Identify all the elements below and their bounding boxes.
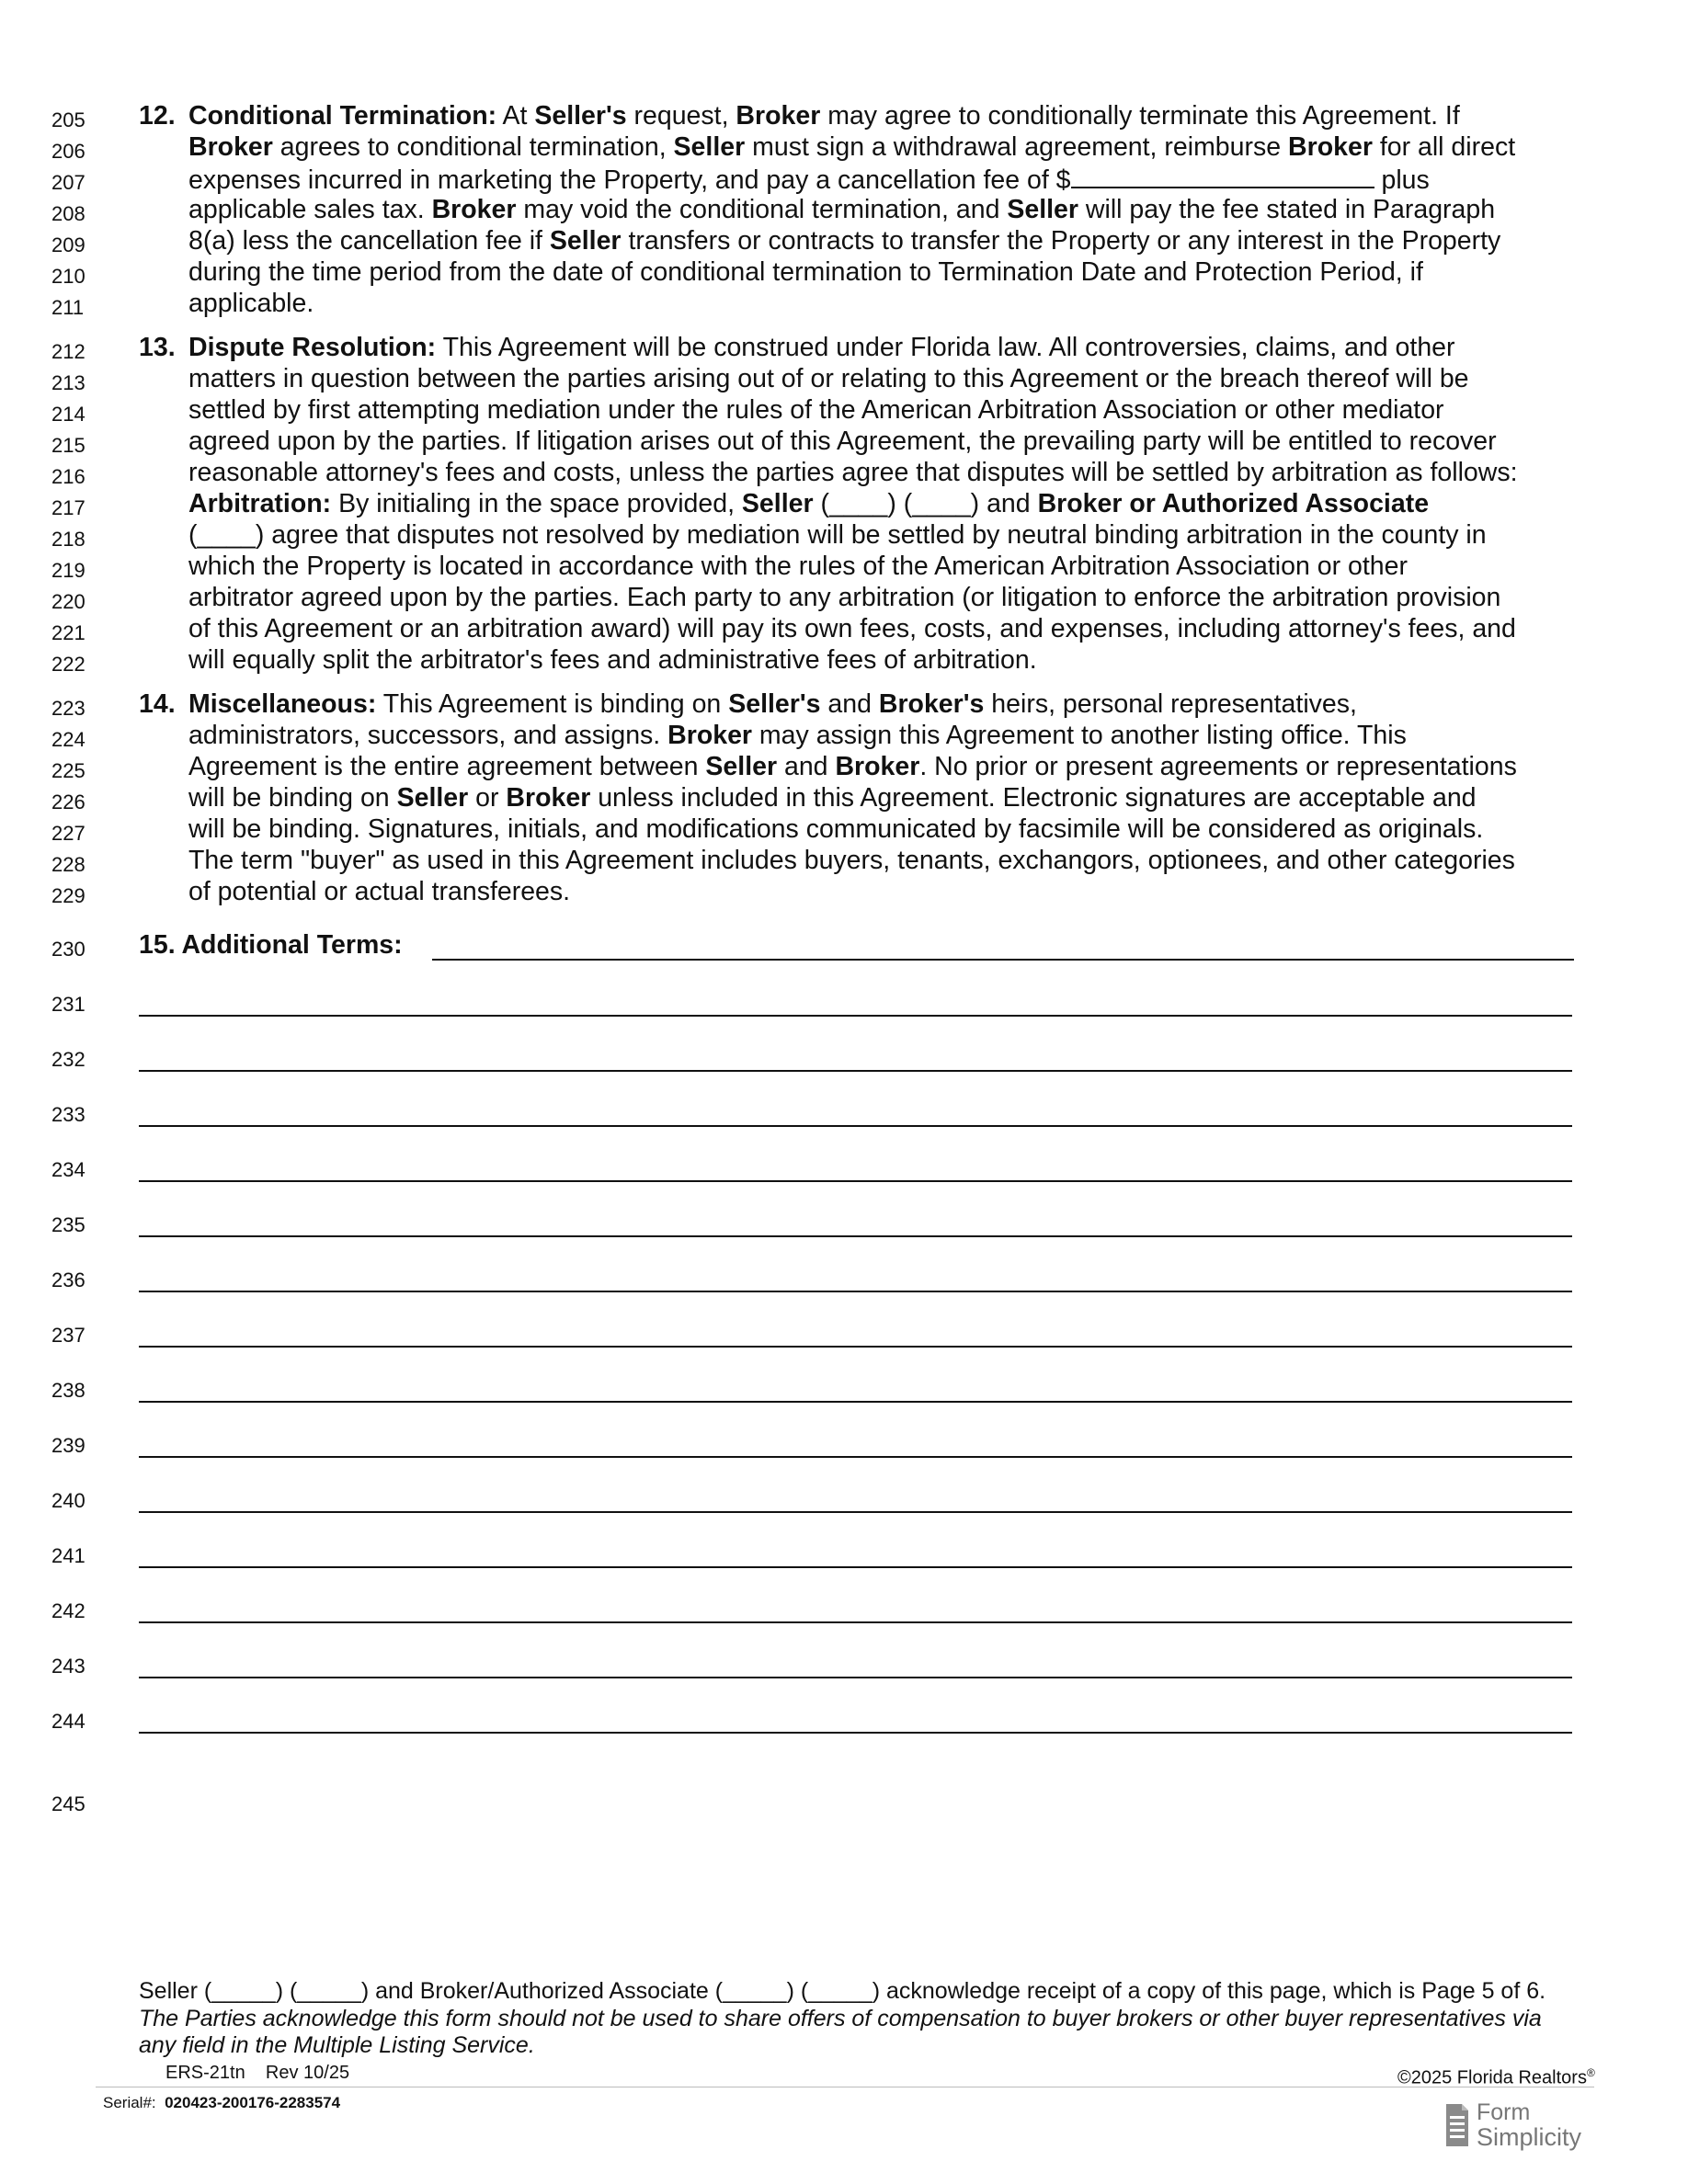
line-text: (____) agree that disputes not resolved by mediation will be settled by neutral binding arbitration in the county in bbox=[188, 520, 1487, 550]
additional-terms-line[interactable] bbox=[139, 1235, 1572, 1237]
line-number: 236 bbox=[51, 1268, 86, 1291]
line-number: 217 bbox=[51, 496, 86, 519]
line-text: Conditional Termination: At Seller's request, Broker may agree to conditionally terminate this Agreement. If bbox=[188, 101, 1460, 131]
line-number: 230 bbox=[51, 938, 86, 961]
line-243 bbox=[0, 1646, 1688, 1678]
line-221 bbox=[0, 613, 1688, 645]
additional-terms-line[interactable] bbox=[139, 1732, 1572, 1734]
line-text: administrators, successors, and assigns. Broker may assign this Agreement to another listing office. This bbox=[188, 721, 1407, 750]
line-217 bbox=[0, 488, 1688, 520]
logo-word-simplicity: Simplicity bbox=[1477, 2123, 1582, 2151]
line-text: of this Agreement or an arbitration award) will pay its own fees, costs, and expenses, including attorney's fees, and bbox=[188, 614, 1516, 643]
line-number: 242 bbox=[51, 1599, 86, 1622]
line-number: 222 bbox=[51, 653, 86, 676]
line-number: 229 bbox=[51, 884, 86, 907]
line-number: 233 bbox=[51, 1103, 86, 1126]
line-number: 243 bbox=[51, 1655, 86, 1678]
additional-terms-line[interactable] bbox=[139, 1677, 1572, 1678]
line-text: Arbitration: By initialing in the space provided, Seller (____) (____) and Broker or Authorized Associate bbox=[188, 489, 1430, 518]
line-text: Dispute Resolution: This Agreement will be construed under Florida law. All controversies, claims, and other bbox=[188, 333, 1455, 362]
seller-initials-blanks[interactable]: (____) (____) and bbox=[813, 489, 1038, 518]
section-12-title: Conditional Termination: bbox=[188, 101, 497, 131]
line-text: reasonable attorney's fees and costs, unless the parties agree that disputes will be settled by arbitration as follows: bbox=[188, 458, 1518, 487]
line-number: 214 bbox=[51, 403, 86, 426]
line-222 bbox=[0, 644, 1688, 677]
copyright: ©2025 Florida Realtors® bbox=[1397, 2066, 1595, 2088]
line-213 bbox=[0, 363, 1688, 395]
line-text: settled by first attempting mediation under the rules of the American Arbitration Association or other mediator bbox=[188, 395, 1444, 425]
line-text: Miscellaneous: This Agreement is binding on Seller's and Broker's heirs, personal representatives, bbox=[188, 689, 1357, 719]
section-13-title: Dispute Resolution: bbox=[188, 333, 437, 362]
line-226 bbox=[0, 782, 1688, 814]
line-number: 240 bbox=[51, 1489, 86, 1512]
document-icon bbox=[1445, 2103, 1469, 2147]
additional-terms-line[interactable] bbox=[139, 1511, 1572, 1513]
serial-number: Serial#: 020423-200176-2283574 bbox=[103, 2094, 341, 2111]
line-number: 245 bbox=[51, 1792, 86, 1815]
line-number: 213 bbox=[51, 371, 86, 394]
line-text: Agreement is the entire agreement between Seller and Broker. No prior or present agreements or representations bbox=[188, 752, 1517, 781]
line-number: 216 bbox=[51, 465, 86, 488]
line-text: will be binding on Seller or Broker unless included in this Agreement. Electronic signatures are acceptable and bbox=[188, 783, 1477, 813]
line-number: 237 bbox=[51, 1324, 86, 1347]
line-text: matters in question between the parties arising out of or relating to this Agreement or the breach thereof will be bbox=[188, 364, 1469, 393]
line-number: 228 bbox=[51, 853, 86, 876]
line-233 bbox=[0, 1095, 1688, 1127]
mls-notice-line-2: any field in the Multiple Listing Service. bbox=[139, 2032, 535, 2058]
line-text: during the time period from the date of conditional termination to Termination Date and Protection Period, if bbox=[188, 257, 1423, 287]
line-text: will equally split the arbitrator's fees and administrative fees of arbitration. bbox=[188, 645, 1037, 675]
line-230 bbox=[0, 929, 1688, 961]
additional-terms-line[interactable] bbox=[139, 1621, 1572, 1623]
additional-terms-line[interactable] bbox=[139, 1291, 1572, 1292]
line-206 bbox=[0, 131, 1688, 164]
section-14-title: Miscellaneous: bbox=[188, 689, 377, 719]
line-231 bbox=[0, 984, 1688, 1017]
line-number: 244 bbox=[51, 1710, 86, 1733]
additional-terms-line[interactable] bbox=[139, 1125, 1572, 1127]
line-number: 211 bbox=[51, 296, 85, 319]
line-220 bbox=[0, 582, 1688, 614]
line-number: 223 bbox=[51, 697, 86, 720]
additional-terms-line[interactable] bbox=[139, 1180, 1572, 1182]
additional-terms-line[interactable] bbox=[139, 1456, 1572, 1458]
line-208 bbox=[0, 194, 1688, 226]
line-number: 235 bbox=[51, 1213, 86, 1236]
line-number: 241 bbox=[51, 1544, 86, 1567]
line-text: will be binding. Signatures, initials, and modifications communicated by facsimile will be considered as originals. bbox=[188, 814, 1484, 844]
line-number: 205 bbox=[51, 108, 86, 131]
line-240 bbox=[0, 1481, 1688, 1513]
line-number: 219 bbox=[51, 559, 86, 582]
line-209 bbox=[0, 225, 1688, 257]
line-number: 207 bbox=[51, 171, 86, 194]
line-text: applicable sales tax. Broker may void the conditional termination, and Seller will pay the fee stated in Paragraph bbox=[188, 195, 1496, 224]
line-242 bbox=[0, 1591, 1688, 1623]
line-225 bbox=[0, 751, 1688, 783]
line-214 bbox=[0, 394, 1688, 427]
section-13-number: 13. bbox=[139, 333, 176, 362]
form-simplicity-logo bbox=[1445, 2099, 1602, 2155]
line-235 bbox=[0, 1205, 1688, 1237]
section-14-number: 14. bbox=[139, 689, 176, 719]
line-text: The term "buyer" as used in this Agreement includes buyers, tenants, exchangors, optionees, and other categories bbox=[188, 846, 1515, 875]
additional-terms-line[interactable] bbox=[432, 959, 1574, 961]
line-210 bbox=[0, 256, 1688, 289]
line-245 bbox=[0, 1784, 1688, 1816]
line-number: 210 bbox=[51, 265, 86, 288]
additional-terms-line[interactable] bbox=[139, 1070, 1572, 1072]
line-number: 209 bbox=[51, 233, 86, 256]
line-241 bbox=[0, 1536, 1688, 1568]
line-text: which the Property is located in accordance with the rules of the American Arbitration Association or other bbox=[188, 552, 1408, 581]
line-number: 226 bbox=[51, 791, 86, 813]
line-232 bbox=[0, 1040, 1688, 1072]
cancellation-fee-blank[interactable] bbox=[1071, 163, 1374, 188]
line-number: 215 bbox=[51, 434, 86, 457]
line-text: arbitrator agreed upon by the parties. Each party to any arbitration (or litigation to enforce the arbitration provision bbox=[188, 583, 1501, 612]
line-205 bbox=[0, 100, 1688, 132]
line-number: 239 bbox=[51, 1434, 86, 1457]
line-text: 8(a) less the cancellation fee if Seller transfers or contracts to transfer the Property or any interest in the Property bbox=[188, 226, 1501, 256]
additional-terms-line[interactable] bbox=[139, 1566, 1572, 1568]
additional-terms-label: 15. Additional Terms: bbox=[139, 930, 403, 960]
line-text: applicable. bbox=[188, 289, 314, 318]
line-212 bbox=[0, 332, 1688, 364]
line-211 bbox=[0, 288, 1688, 320]
line-text: of potential or actual transferees. bbox=[188, 877, 571, 906]
line-237 bbox=[0, 1315, 1688, 1348]
line-215 bbox=[0, 426, 1688, 458]
line-number: 231 bbox=[51, 993, 86, 1016]
line-236 bbox=[0, 1260, 1688, 1292]
mls-notice-line-1: The Parties acknowledge this form should not be used to share offers of compensation to buyer brokers or other buyer representatives via bbox=[139, 2006, 1542, 2031]
line-207 bbox=[0, 163, 1688, 195]
line-228 bbox=[0, 845, 1688, 877]
additional-terms-line[interactable] bbox=[139, 1015, 1572, 1017]
line-219 bbox=[0, 551, 1688, 583]
line-number: 212 bbox=[51, 340, 86, 363]
logo-word-form: Form bbox=[1477, 2099, 1531, 2125]
line-number: 227 bbox=[51, 822, 86, 845]
line-number: 220 bbox=[51, 590, 86, 613]
line-229 bbox=[0, 876, 1688, 908]
line-227 bbox=[0, 813, 1688, 846]
line-number: 208 bbox=[51, 202, 86, 225]
line-number: 225 bbox=[51, 759, 86, 782]
form-id: ERS-21tn Rev 10/25 bbox=[165, 2063, 350, 2083]
line-number: 221 bbox=[51, 621, 86, 644]
line-224 bbox=[0, 720, 1688, 752]
line-216 bbox=[0, 457, 1688, 489]
line-238 bbox=[0, 1371, 1688, 1403]
line-number: 206 bbox=[51, 140, 86, 163]
line-244 bbox=[0, 1701, 1688, 1734]
line-number: 218 bbox=[51, 528, 86, 551]
arbitration-heading: Arbitration: bbox=[188, 489, 332, 518]
line-number: 232 bbox=[51, 1048, 86, 1071]
line-223 bbox=[0, 688, 1688, 721]
page-acknowledgment: Seller (_____) (_____) and Broker/Authorized Associate (_____) (_____) acknowledge receipt of a copy of this page, which is Page 5 of 6. bbox=[139, 1978, 1546, 2004]
section-12-number: 12. bbox=[139, 101, 176, 131]
line-239 bbox=[0, 1426, 1688, 1458]
additional-terms-line[interactable] bbox=[139, 1346, 1572, 1348]
line-text: Broker agrees to conditional termination, Seller must sign a withdrawal agreement, reimburse Broker for all direct bbox=[188, 132, 1516, 162]
line-number: 234 bbox=[51, 1158, 86, 1181]
line-text: agreed upon by the parties. If litigation arises out of this Agreement, the prevailing party will be entitled to recover bbox=[188, 427, 1497, 456]
line-text: expenses incurred in marketing the Property, and pay a cancellation fee of $ plus bbox=[188, 163, 1430, 197]
line-number: 238 bbox=[51, 1379, 86, 1402]
line-234 bbox=[0, 1150, 1688, 1182]
additional-terms-line[interactable] bbox=[139, 1401, 1572, 1403]
line-218 bbox=[0, 519, 1688, 552]
line-number: 224 bbox=[51, 728, 86, 751]
